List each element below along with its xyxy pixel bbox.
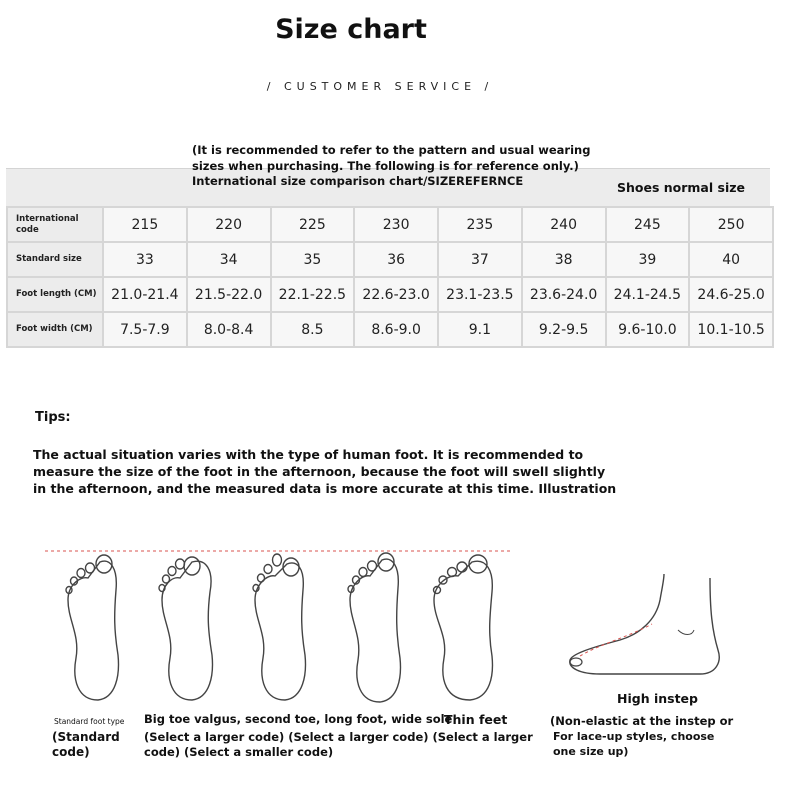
table-cell: 235 <box>439 208 521 241</box>
table-cell: 23.1-23.5 <box>439 278 521 311</box>
table-cell: 24.1-24.5 <box>607 278 689 311</box>
table-cell: 23.6-24.0 <box>523 278 605 311</box>
larger-code-label <box>144 730 533 760</box>
table-cell: 240 <box>523 208 605 241</box>
note-line-1: (It is recommended to refer to the pattern and usual wearing <box>192 143 591 157</box>
foot-types-label: Big toe valgus, second toe, long foot, wide sole <box>144 712 453 726</box>
larger-code-line-2: code) (Select a smaller code) <box>144 745 334 759</box>
table-cell: 21.0-21.4 <box>104 278 186 311</box>
table-cell: 215 <box>104 208 186 241</box>
table-cell: 22.1-22.5 <box>272 278 354 311</box>
tips-heading: Tips: <box>35 410 71 425</box>
foot-valgus-icon <box>159 557 212 700</box>
table-row <box>8 208 772 241</box>
row-label: Foot length (CM) <box>8 278 102 311</box>
tips-body <box>33 446 633 497</box>
table-cell: 250 <box>690 208 772 241</box>
high-instep-illustration <box>560 570 730 680</box>
row-label: Standard size <box>8 243 102 276</box>
table-cell: 38 <box>523 243 605 276</box>
table-cell: 8.0-8.4 <box>188 313 270 346</box>
instep-line-3: one size up) <box>553 745 629 758</box>
table-cell: 8.5 <box>272 313 354 346</box>
table-cell: 8.6-9.0 <box>355 313 437 346</box>
thin-feet-label: Thin feet <box>444 712 508 727</box>
tips-line-2: measure the size of the foot in the afternoon, because the foot will swell slightly <box>33 464 606 479</box>
foot-types-illustration <box>40 540 520 710</box>
size-table <box>6 206 774 348</box>
ankle-icon <box>678 630 694 635</box>
table-row <box>8 243 772 276</box>
instep-line-1: (Non-elastic at the instep or <box>550 714 734 728</box>
table-cell: 39 <box>607 243 689 276</box>
row-label: International code <box>8 208 102 241</box>
instep-foot-outline-icon <box>570 574 719 674</box>
table-cell: 7.5-7.9 <box>104 313 186 346</box>
table-cell: 33 <box>104 243 186 276</box>
standard-code-line-1: (Standard <box>52 730 120 744</box>
larger-code-line-1: (Select a larger code) (Select a larger code) (Select a larger <box>144 730 533 744</box>
standard-foot-type-label: Standard foot type <box>54 717 125 726</box>
foot-long-icon <box>348 553 400 702</box>
table-cell: 9.6-10.0 <box>607 313 689 346</box>
table-cell: 245 <box>607 208 689 241</box>
row-label: Foot width (CM) <box>8 313 102 346</box>
table-cell: 220 <box>188 208 270 241</box>
table-cell: 9.1 <box>439 313 521 346</box>
table-cell: 36 <box>355 243 437 276</box>
foot-second-toe-icon <box>253 554 305 700</box>
toenail-icon <box>570 658 582 666</box>
standard-code-line-2: code) <box>52 745 90 759</box>
table-cell: 22.6-23.0 <box>355 278 437 311</box>
shoes-normal-size-label: Shoes normal size <box>617 180 745 195</box>
table-cell: 230 <box>355 208 437 241</box>
recommendation-note <box>192 142 612 174</box>
table-cell: 10.1-10.5 <box>690 313 772 346</box>
foot-standard-icon <box>66 555 118 700</box>
tips-line-1: The actual situation varies with the type of human foot. It is recommended to <box>33 447 584 462</box>
page-title: Size chart <box>275 14 427 45</box>
table-cell: 37 <box>439 243 521 276</box>
comparison-chart-label: International size comparison chart/SIZEREFERNCE <box>192 174 524 188</box>
table-cell: 35 <box>272 243 354 276</box>
table-cell: 24.6-25.0 <box>690 278 772 311</box>
standard-code-label <box>52 730 120 760</box>
note-line-2: sizes when purchasing. The following is for reference only.) <box>192 159 579 173</box>
page-subtitle: / CUSTOMER SERVICE / <box>266 80 494 93</box>
instep-line-2: For lace-up styles, choose <box>553 730 715 743</box>
foot-wide-icon <box>434 555 493 700</box>
high-instep-title: High instep <box>617 691 698 706</box>
size-table-body <box>8 208 772 346</box>
table-cell: 225 <box>272 208 354 241</box>
table-cell: 40 <box>690 243 772 276</box>
table-cell: 9.2-9.5 <box>523 313 605 346</box>
table-cell: 21.5-22.0 <box>188 278 270 311</box>
high-instep-note <box>550 714 733 759</box>
table-row <box>8 278 772 311</box>
table-row <box>8 313 772 346</box>
table-cell: 34 <box>188 243 270 276</box>
tips-line-3: in the afternoon, and the measured data is more accurate at this time. Illustration <box>33 481 617 496</box>
